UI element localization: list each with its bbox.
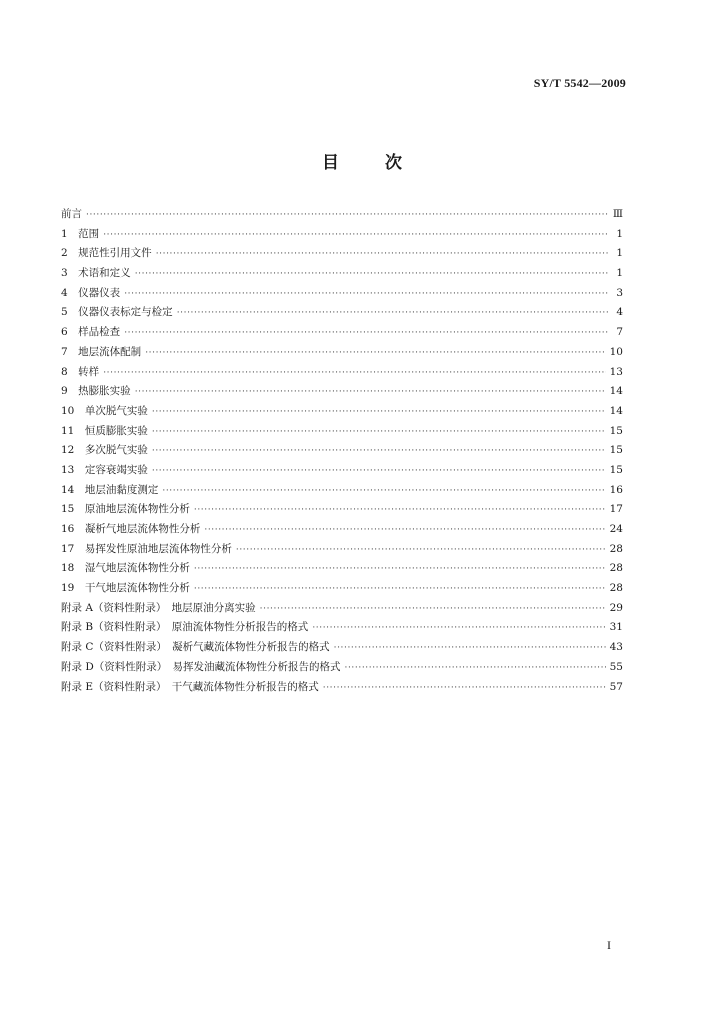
toc-dot-leader <box>312 619 605 639</box>
toc-title <box>0 148 724 173</box>
toc-entry-label: 17 易挥发性原油地层流体物性分析 <box>61 542 232 555</box>
toc-entry-page: 28 <box>609 562 623 575</box>
toc-entry[interactable] <box>61 500 623 520</box>
toc-entry[interactable] <box>61 638 623 658</box>
table-of-contents <box>61 205 623 697</box>
toc-entry-page: 15 <box>609 444 623 457</box>
toc-entry-page: 1 <box>616 227 623 240</box>
toc-entry[interactable] <box>61 520 623 540</box>
toc-entry-label: 18 湿气地层流体物性分析 <box>61 562 190 575</box>
toc-entry[interactable] <box>61 323 623 343</box>
toc-entry[interactable] <box>61 481 623 501</box>
toc-entry-page: Ⅲ <box>612 208 623 220</box>
toc-entry[interactable] <box>61 579 623 599</box>
toc-entry-page: 15 <box>609 424 623 437</box>
toc-entry-page: 4 <box>616 306 623 319</box>
toc-dot-leader <box>194 580 606 600</box>
toc-entry-label: 9 热膨胀实验 <box>61 385 131 398</box>
toc-entry-label: 附录 A（资料性附录） 地层原油分离实验 <box>61 601 256 614</box>
toc-entry-page: 24 <box>609 523 623 535</box>
toc-entry-page: 17 <box>609 503 623 516</box>
toc-entry-page: 15 <box>609 463 623 476</box>
toc-entry-page: 16 <box>609 483 623 496</box>
toc-entry-page: 55 <box>609 660 623 673</box>
toc-entry[interactable] <box>61 264 623 284</box>
toc-entry-page: 1 <box>616 267 623 280</box>
toc-entry-page: 13 <box>609 365 623 378</box>
toc-dot-leader <box>145 344 605 364</box>
toc-dot-leader <box>204 521 605 541</box>
toc-entry[interactable] <box>61 540 623 560</box>
toc-entry[interactable] <box>61 658 623 678</box>
toc-entry[interactable] <box>61 205 623 225</box>
toc-dot-leader <box>135 383 606 403</box>
toc-entry[interactable] <box>61 559 623 579</box>
toc-entry[interactable] <box>61 618 623 638</box>
toc-dot-leader <box>86 206 609 226</box>
toc-entry[interactable] <box>61 284 623 304</box>
toc-entry-label: 11 恒质膨胀实验 <box>61 424 148 437</box>
toc-dot-leader <box>124 324 609 344</box>
toc-dot-leader <box>135 265 609 285</box>
toc-entry-label: 5 仪器仪表标定与检定 <box>61 306 173 319</box>
toc-entry-label: 13 定容衰竭实验 <box>61 463 148 476</box>
toc-entry-label: 19 干气地层流体物性分析 <box>61 582 190 595</box>
toc-dot-leader <box>152 462 606 482</box>
toc-dot-leader <box>152 423 606 443</box>
toc-entry-page: 10 <box>609 345 623 358</box>
standard-code: SY/T 5542—2009 <box>533 76 626 90</box>
toc-entry-label: 12 多次脱气实验 <box>61 444 148 457</box>
toc-entry-label: 7 地层流体配制 <box>61 345 142 358</box>
toc-dot-leader <box>156 245 609 265</box>
toc-entry-page: 14 <box>609 385 623 398</box>
toc-entry-label: 附录 C（资料性附录） 凝析气藏流体物性分析报告的格式 <box>61 641 330 654</box>
toc-entry-label: 2 规范性引用文件 <box>61 247 152 260</box>
toc-entry[interactable] <box>61 303 623 323</box>
toc-dot-leader <box>334 639 606 659</box>
toc-entry[interactable] <box>61 244 623 264</box>
toc-entry-label: 8 转样 <box>61 365 100 378</box>
toc-entry[interactable] <box>61 402 623 422</box>
toc-entry-label: 1 范围 <box>61 227 100 240</box>
toc-entry[interactable] <box>61 225 623 245</box>
toc-dot-leader <box>152 442 606 462</box>
toc-dot-leader <box>124 285 609 305</box>
toc-entry[interactable] <box>61 678 623 698</box>
toc-dot-leader <box>323 679 606 699</box>
toc-entry-label: 附录 E（资料性附录） 干气藏流体物性分析报告的格式 <box>61 680 319 693</box>
toc-entry[interactable] <box>61 382 623 402</box>
toc-entry-page: 57 <box>609 680 623 693</box>
toc-entry-page: 29 <box>609 601 623 614</box>
toc-entry[interactable] <box>61 422 623 442</box>
toc-entry[interactable] <box>61 599 623 619</box>
toc-title-char-2: 次 <box>385 153 402 173</box>
toc-entry-label: 附录 D（资料性附录） 易挥发油藏流体物性分析报告的格式 <box>61 660 341 673</box>
toc-entry-label: 4 仪器仪表 <box>61 286 121 299</box>
toc-dot-leader <box>177 304 609 324</box>
toc-entry-label: 附录 B（资料性附录） 原油流体物性分析报告的格式 <box>61 621 309 634</box>
toc-entry-page: 7 <box>616 326 623 339</box>
toc-entry-label: 3 术语和定义 <box>61 267 131 280</box>
toc-entry-page: 1 <box>616 247 623 260</box>
toc-entry-label: 16 凝析气地层流体物性分析 <box>61 523 201 535</box>
toc-entry-page: 28 <box>609 542 623 555</box>
toc-title-char-1: 目 <box>322 153 339 173</box>
toc-entry-page: 28 <box>609 582 623 595</box>
toc-dot-leader <box>103 226 609 246</box>
toc-dot-leader <box>162 482 605 502</box>
toc-entry-label: 14 地层油黏度测定 <box>61 483 159 496</box>
toc-entry-page: 14 <box>609 404 623 417</box>
page-number: I <box>607 938 611 952</box>
toc-dot-leader <box>345 659 606 679</box>
toc-entry-page: 31 <box>609 621 623 634</box>
toc-entry[interactable] <box>61 343 623 363</box>
toc-entry-label: 15 原油地层流体物性分析 <box>61 503 190 516</box>
toc-dot-leader <box>103 364 605 384</box>
toc-dot-leader <box>194 501 606 521</box>
toc-dot-leader <box>194 560 606 580</box>
toc-entry-label: 6 样品检查 <box>61 326 121 339</box>
toc-entry[interactable] <box>61 363 623 383</box>
toc-dot-leader <box>152 403 606 423</box>
toc-entry[interactable] <box>61 441 623 461</box>
toc-entry-page: 3 <box>616 286 623 299</box>
toc-entry-label: 前言 <box>61 208 82 220</box>
toc-entry[interactable] <box>61 461 623 481</box>
toc-entry-page: 43 <box>609 641 623 654</box>
toc-entry-label: 10 单次脱气实验 <box>61 404 148 417</box>
toc-dot-leader <box>260 600 606 620</box>
toc-dot-leader <box>236 541 606 561</box>
